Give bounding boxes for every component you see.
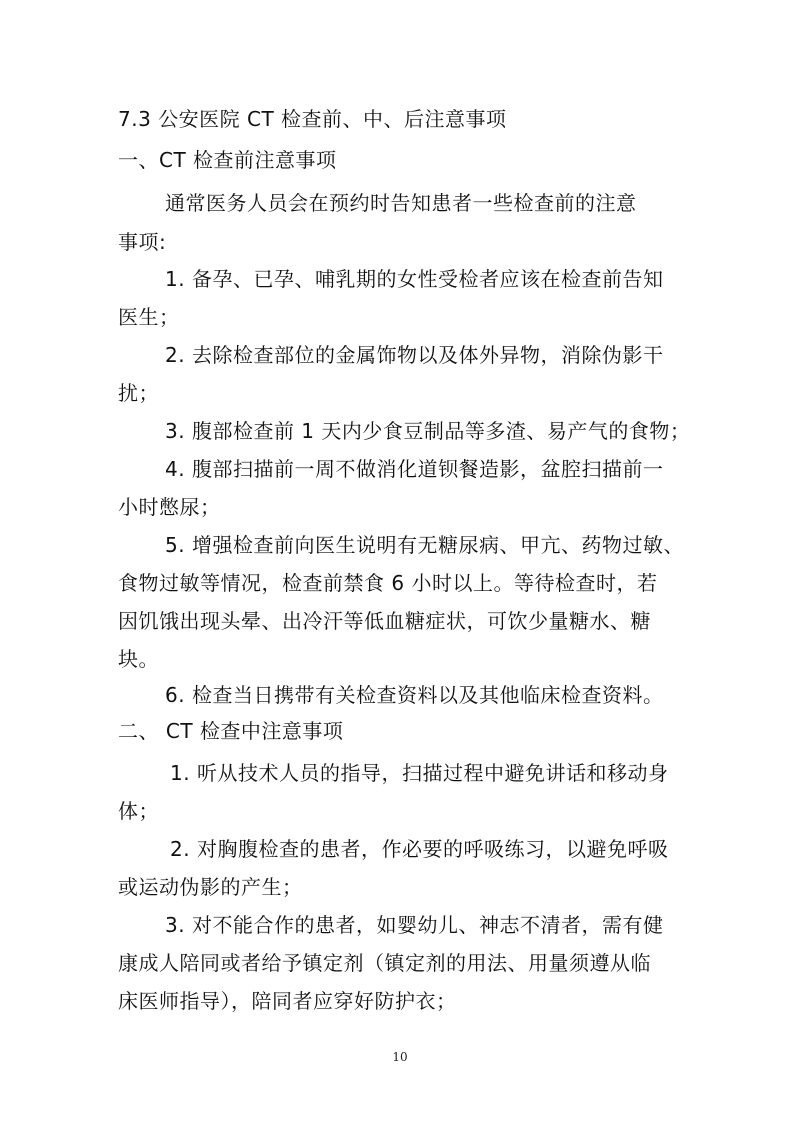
- document-title: 7.3 公安医院 CT 检查前、中、后注意事项: [118, 107, 507, 131]
- section-heading-during: 二、 CT 检查中注意事项: [118, 719, 344, 743]
- during-item-1-line-1: 1. 听从技术人员的指导，扫描过程中避免讲话和移动身: [170, 761, 669, 785]
- item-4-line-1: 4. 腹部扫描前一周不做消化道钡餐造影，盆腔扫描前一: [165, 457, 664, 481]
- item-3-line-1: 3. 腹部检查前 1 天内少食豆制品等多渣、易产气的食物；: [165, 419, 691, 443]
- item-5-line-1: 5. 增强检查前向医生说明有无糖尿病、甲亢、药物过敏、: [165, 533, 684, 557]
- during-item-2-line-1: 2. 对胸腹检查的患者，作必要的呼吸练习，以避免呼吸: [170, 837, 669, 861]
- item-5-line-3: 因饥饿出现头晕、出冷汗等低血糖症状，可饮少量糖水、糖: [118, 609, 651, 633]
- item-6-line-1: 6. 检查当日携带有关检查资料以及其他临床检查资料。: [165, 683, 664, 707]
- intro-line-1: 通常医务人员会在预约时告知患者一些检查前的注意: [165, 191, 637, 215]
- during-item-1-line-2: 体；: [118, 799, 159, 823]
- during-item-3-line-2: 康成人陪同或者给予镇定剂（镇定剂的用法、用量须遵从临: [118, 951, 651, 975]
- during-item-3-line-1: 3. 对不能合作的患者，如婴幼儿、神志不清者，需有健: [165, 913, 664, 937]
- item-4-line-2: 小时憋尿；: [118, 495, 221, 519]
- during-item-3-line-3: 床医师指导），陪同者应穿好防护衣；: [118, 989, 457, 1013]
- item-5-line-4: 块。: [118, 647, 159, 671]
- item-2-line-2: 扰；: [118, 381, 159, 405]
- item-1-line-2: 医生；: [118, 305, 180, 329]
- page-number: 10: [392, 1050, 408, 1064]
- item-5-line-2: 食物过敏等情况，检查前禁食 6 小时以上。等待检查时，若: [118, 571, 658, 595]
- during-item-2-line-2: 或运动伪影的产生；: [118, 875, 303, 899]
- item-1-line-1: 1. 备孕、已孕、哺乳期的女性受检者应该在检查前告知: [165, 267, 664, 291]
- section-heading-before: 一、CT 检查前注意事项: [118, 148, 337, 172]
- item-2-line-1: 2. 去除检查部位的金属饰物以及体外异物，消除伪影干: [165, 343, 664, 367]
- intro-line-2: 事项:: [118, 230, 167, 254]
